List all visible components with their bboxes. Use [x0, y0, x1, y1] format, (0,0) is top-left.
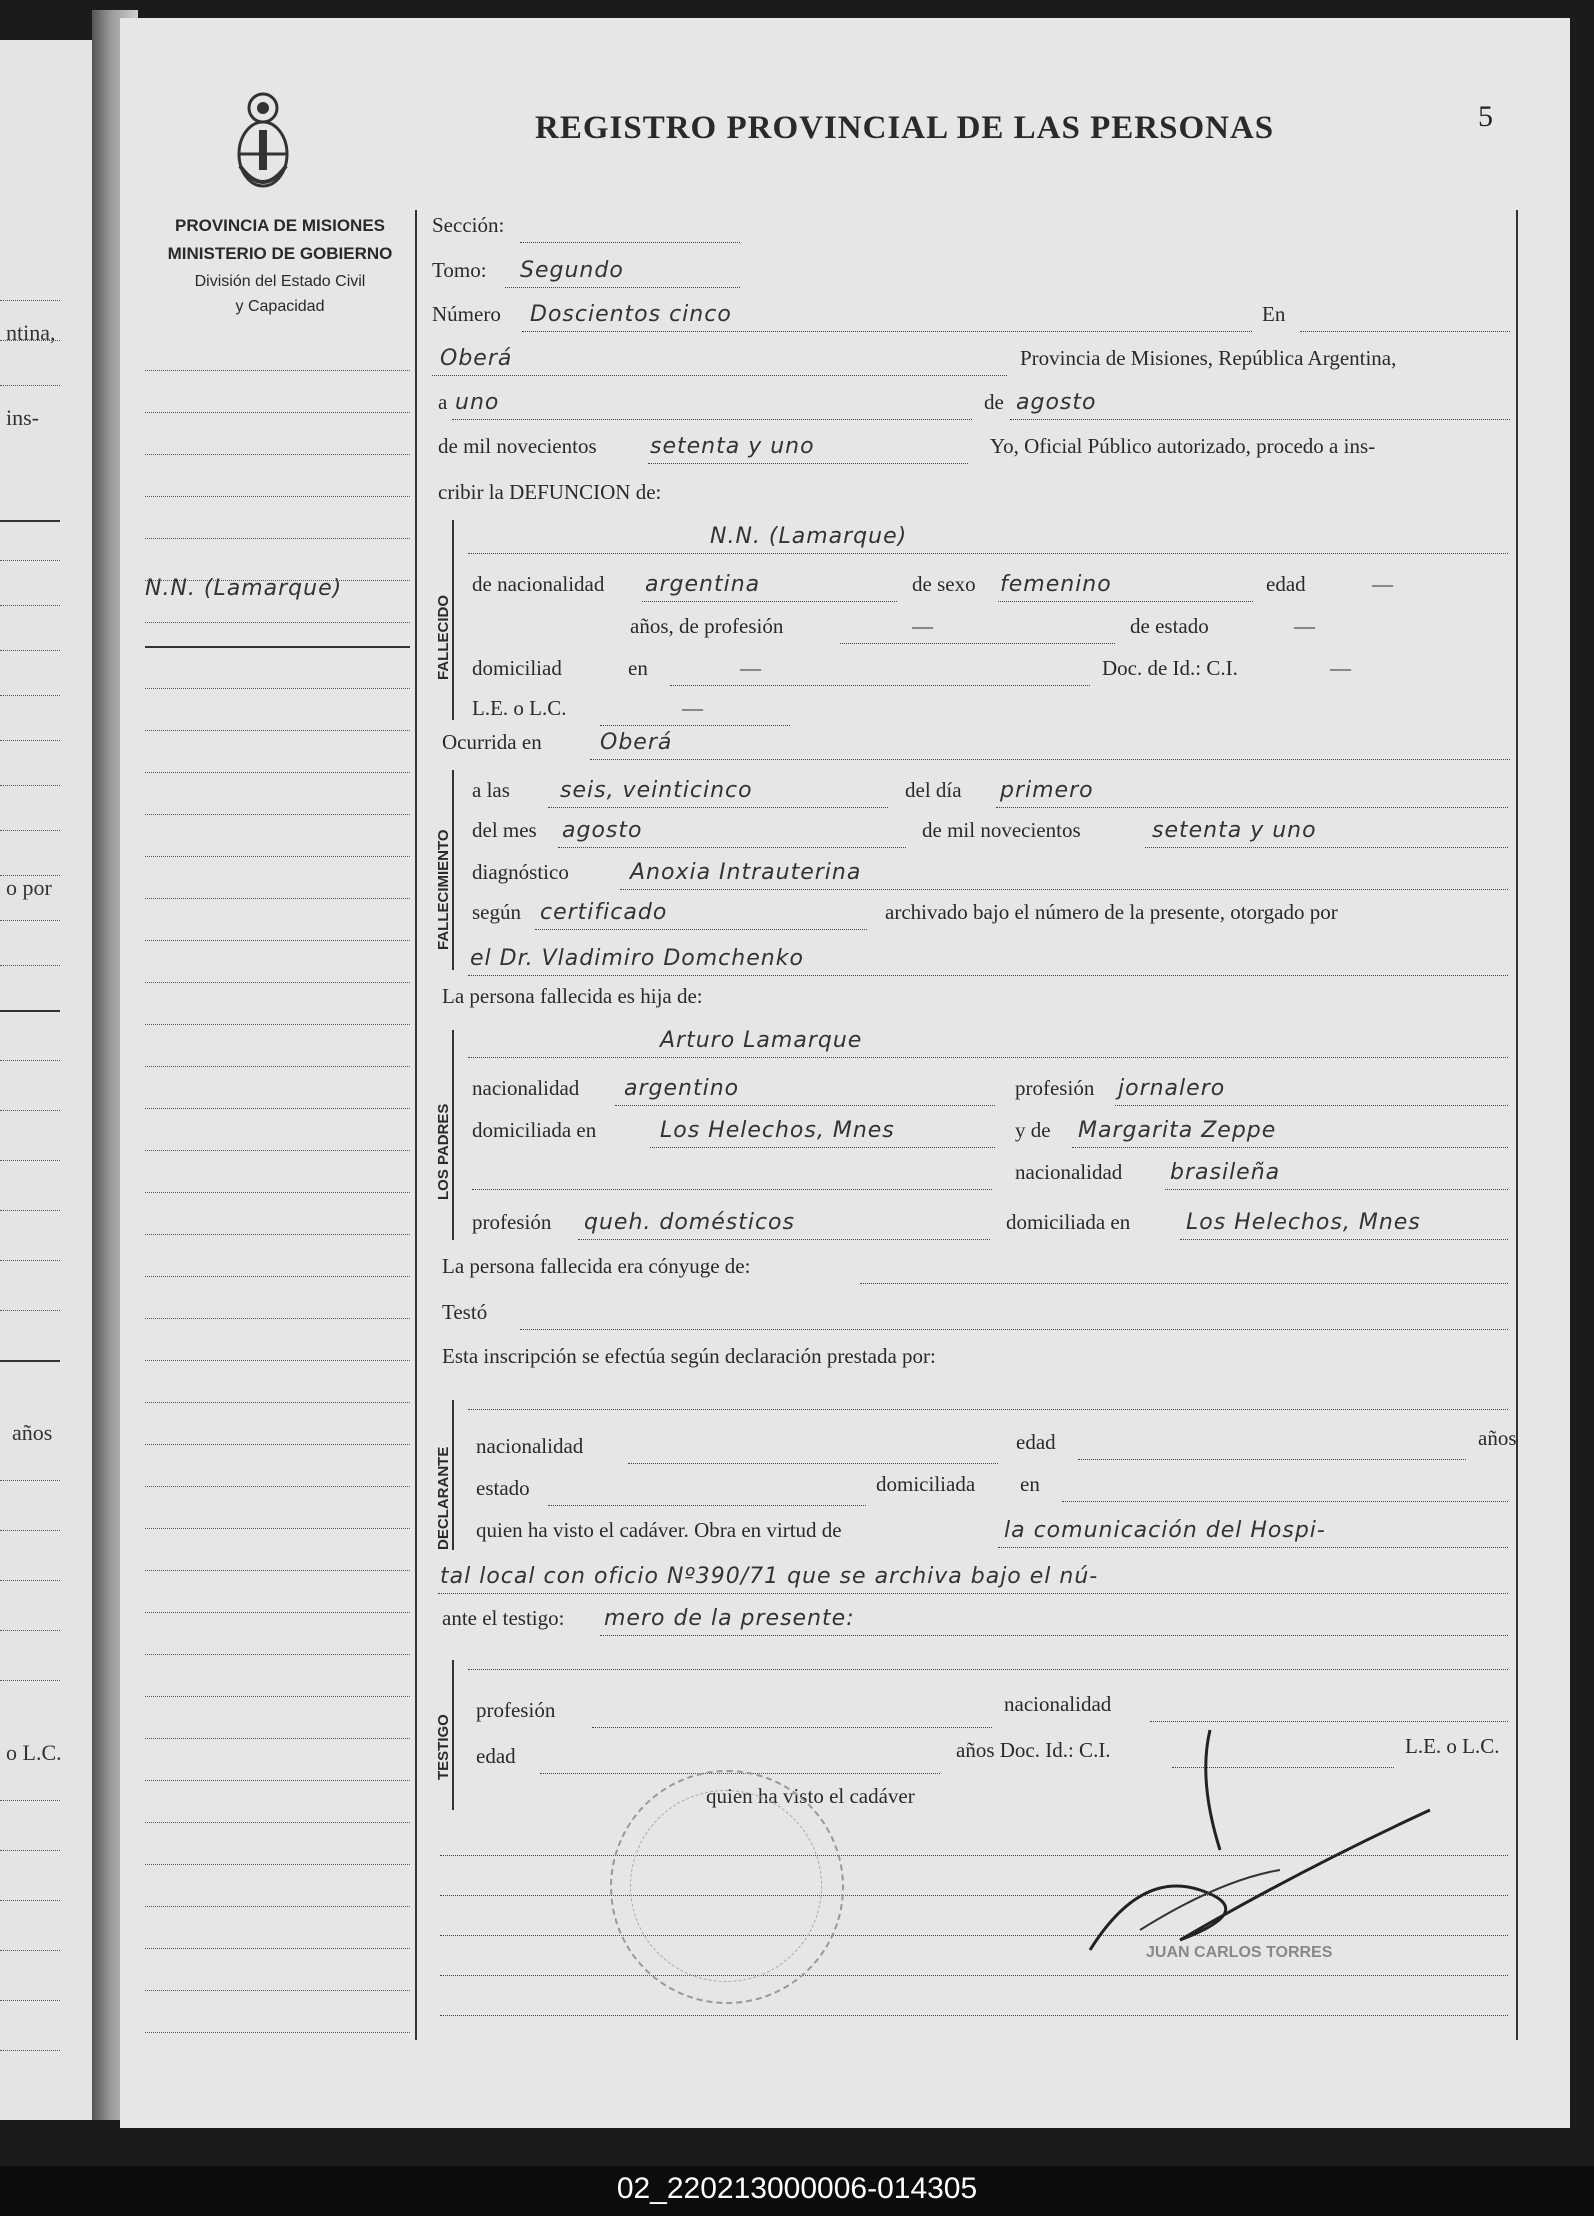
padre-nacionalidad-label: nacionalidad — [472, 1076, 580, 1100]
padre-profesion-value: jornalero — [1118, 1076, 1226, 1101]
ante-label: ante el testigo: — [442, 1606, 565, 1630]
madre-name: Margarita Zeppe — [1078, 1118, 1277, 1143]
coat-of-arms-icon — [232, 86, 294, 196]
ministry-line: y Capacidad — [235, 298, 325, 315]
fallecimiento-section-label: FALLECIMIENTO — [435, 829, 452, 950]
a-label: a — [438, 390, 448, 414]
declarante-domiciliada-label: domiciliada — [876, 1472, 976, 1496]
de-label: de — [984, 390, 1004, 414]
margin-name: N.N. (Lamarque) — [145, 576, 343, 601]
segun-value: certificado — [540, 900, 668, 925]
madre-nacionalidad-label: nacionalidad — [1015, 1160, 1123, 1184]
declarante-nacionalidad-label: nacionalidad — [476, 1434, 584, 1458]
page-title: REGISTRO PROVINCIAL DE LAS PERSONAS — [535, 110, 1275, 146]
obra-value-2: tal local con oficio Nº390/71 que se archiva bajo el nú- — [440, 1564, 1099, 1589]
testigo-quien-label: quien ha visto el cadáver — [706, 1784, 915, 1808]
numero-value: Doscientos cinco — [530, 302, 732, 327]
padre-profesion-label: profesión — [1015, 1076, 1095, 1100]
padres-intro: La persona fallecida es hija de: — [442, 984, 703, 1008]
nacionalidad-value: argentina — [645, 572, 761, 597]
dia-value: primero — [1000, 778, 1094, 803]
declarante-en-label: en — [1020, 1472, 1040, 1496]
testigo-section-label: TESTIGO — [435, 1714, 452, 1780]
madre-domicilio-label: domiciliada en — [1006, 1210, 1131, 1234]
de-mil-label: de mil novecientos — [438, 434, 597, 458]
mes-value: agosto — [562, 818, 643, 843]
doc-value: — — [1330, 656, 1351, 680]
madre-domicilio-value: Los Helechos, Mnes — [1186, 1210, 1421, 1235]
column-divider — [1516, 210, 1518, 2040]
ministry-line: PROVINCIA DE MISIONES — [174, 216, 385, 235]
hora-value: seis, veinticinco — [560, 778, 753, 803]
estado-label: de estado — [1130, 614, 1209, 638]
provincia-label: Provincia de Misiones, República Argentina, — [1020, 346, 1397, 370]
obra-value: la comunicación del Hospi- — [1004, 1518, 1326, 1543]
declarante-estado-label: estado — [476, 1476, 530, 1500]
domiciliad-label: domiciliad — [472, 656, 562, 680]
tomo-label: Tomo: — [432, 258, 487, 282]
seccion-label: Sección: — [432, 213, 505, 237]
ocurrida-label: Ocurrida en — [442, 730, 542, 754]
anio-value: setenta y uno — [650, 434, 815, 459]
del-mes-label: del mes — [472, 818, 537, 842]
left-page-text: o por — [6, 875, 52, 900]
left-page-text: años — [12, 1420, 53, 1445]
estado-value: — — [1294, 614, 1315, 638]
testigo-edad-label: edad — [476, 1744, 516, 1768]
doc-label: Doc. de Id.: C.I. — [1102, 656, 1238, 680]
a-las-label: a las — [472, 778, 510, 802]
medico-value: el Dr. Vladimiro Domchenko — [470, 946, 804, 971]
testo-label: Testó — [442, 1300, 488, 1324]
declarante-anos-label: años — [1478, 1426, 1517, 1450]
profesion-value: — — [912, 614, 933, 638]
inscribir-label: cribir la DEFUNCION de: — [438, 480, 662, 504]
dia-value: uno — [455, 390, 500, 415]
domicilio-value: — — [740, 656, 761, 680]
edad-value: — — [1372, 572, 1393, 596]
sexo-value: femenino — [1000, 572, 1112, 597]
declarante-edad-label: edad — [1016, 1430, 1056, 1454]
anio-value: setenta y uno — [1152, 818, 1317, 843]
declarante-section-label: DECLARANTE — [435, 1446, 452, 1550]
archivado-label: archivado bajo el número de la presente, otorgado por — [885, 900, 1338, 924]
image-id-label: 02_220213000006-014305 — [616, 2172, 978, 2205]
left-page-text: ins- — [6, 405, 39, 430]
page-number: 5 — [1478, 100, 1493, 133]
stamp-name: JUAN CARLOS TORRES — [1146, 1944, 1333, 1961]
padre-nacionalidad-value: argentino — [624, 1076, 740, 1101]
ocurrida-value: Oberá — [600, 730, 673, 755]
padre-domicilio-label: domiciliada en — [472, 1118, 597, 1142]
segun-label: según — [472, 900, 521, 924]
padres-section-label: LOS PADRES — [435, 1103, 452, 1200]
testigo-le-label: L.E. o L.C. — [1405, 1734, 1500, 1758]
madre-profesion-value: queh. domésticos — [584, 1210, 795, 1235]
signature-icon — [1080, 1700, 1460, 1960]
en-label: En — [1262, 302, 1286, 326]
del-dia-label: del día — [905, 778, 962, 802]
fallecido-name: N.N. (Lamarque) — [710, 524, 908, 549]
anos-profesion-label: años, de profesión — [630, 614, 784, 638]
padre-name: Arturo Lamarque — [660, 1028, 863, 1053]
edad-label: edad — [1266, 572, 1306, 596]
ante-value: mero de la presente: — [604, 1606, 855, 1631]
le-value: — — [682, 696, 703, 720]
previous-page-edge — [0, 40, 100, 2120]
yo-label: Yo, Oficial Público autorizado, procedo a ins- — [990, 434, 1376, 458]
madre-profesion-label: profesión — [472, 1210, 552, 1234]
official-stamp-inner — [630, 1790, 822, 1982]
conyuge-label: La persona fallecida era cónyuge de: — [442, 1254, 751, 1278]
numero-label: Número — [432, 302, 501, 326]
testigo-profesion-label: profesión — [476, 1698, 556, 1722]
column-divider — [415, 210, 417, 2040]
ministry-line: División del Estado Civil — [194, 273, 366, 290]
inscripcion-label: Esta inscripción se efectúa según declaración prestada por: — [442, 1344, 936, 1368]
madre-nacionalidad-value: brasileña — [1170, 1160, 1281, 1185]
de-mil-label: de mil novecientos — [922, 818, 1081, 842]
diagnostico-value: Anoxia Intrauterina — [630, 860, 862, 885]
fallecido-section-label: FALLECIDO — [435, 595, 452, 680]
testigo-nacionalidad-label: nacionalidad — [1004, 1692, 1112, 1716]
padre-domicilio-value: Los Helechos, Mnes — [660, 1118, 895, 1143]
mes-value: agosto — [1016, 390, 1097, 415]
lugar-value: Oberá — [440, 346, 513, 371]
diagnostico-label: diagnóstico — [472, 860, 569, 884]
declarante-quien-label: quien ha visto el cadáver. Obra en virtud de — [476, 1518, 842, 1542]
y-de-label: y de — [1015, 1118, 1051, 1142]
left-page-text: o L.C. — [6, 1740, 62, 1765]
en-label: en — [628, 656, 648, 680]
sexo-label: de sexo — [912, 572, 976, 596]
nacionalidad-label: de nacionalidad — [472, 572, 605, 596]
testigo-doc-label: años Doc. Id.: C.I. — [956, 1738, 1111, 1762]
tomo-value: Segundo — [520, 258, 624, 283]
ministry-line: MINISTERIO DE GOBIERNO — [167, 244, 393, 263]
le-label: L.E. o L.C. — [472, 696, 567, 720]
left-page-text: ntina, — [6, 320, 56, 345]
